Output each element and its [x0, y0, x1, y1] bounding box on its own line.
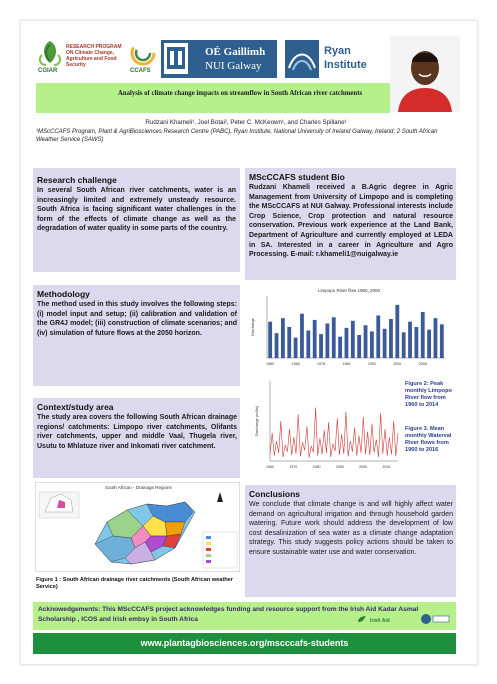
conclusions-body: We conclude that climate change is and will highly affect water demand on agricultural irrigation and through household garden watering. Future work should address the development of low cost desalinization of sea water as a climate change adaptation strategy. This study suggests policy actions should be taken to ensure sustainable water use and water conservation. [249, 501, 453, 556]
conclusions-heading: Conclusions [249, 489, 301, 499]
chart1-bar [395, 305, 399, 358]
figure3-caption: Figure 3. Mean monthly Waterval River flows from 1960 to 2016 [405, 426, 452, 453]
affiliations: ¹MScCCAFS Program, Plant & AgriBiosciences Research Centre (PABC), Ryan Institute, National University of Ireland Galway, Ireland; 2 South African Weather Service (SAWS) [36, 129, 438, 143]
chart1-bar [357, 335, 361, 358]
chart1-tick-label: 2008 [418, 362, 427, 366]
poster-title: Analysis of climate change impacts on streamflow in South African river catchments [117, 90, 363, 97]
chart1-bar [402, 332, 406, 358]
chart1-title: Limpopo River flow 1960_2000 [317, 288, 381, 293]
chart1-bar [383, 329, 387, 358]
student-portrait [390, 36, 460, 112]
limpopo-flow-chart [249, 284, 449, 372]
ryan-institute-name [324, 44, 367, 72]
chart2-tick-label: 1980 [312, 465, 321, 469]
authors: Rudzani Khameli¹, Joel Botai², Peter C. McKeown¹, and Charles Spillane¹ [145, 119, 347, 126]
chart1-bar [268, 322, 272, 358]
figure2-caption: Figure 2: Peak monthly Limpopo River flow from 1960 to 2014 [405, 381, 452, 408]
chart1-ylabel: Discharge [250, 317, 255, 337]
chart1-bar [275, 333, 279, 358]
student-bio-body: Rudzani Khameli received a B.Agric degree in Agric Management from University of Limpopo and is completing the MScCCAFS at NUI Galway. Professional interests include Crop Science, Crop protection and natural resource conservation. Previous work experience at the Land Bank, Department of Agriculture and currently employed at LEDA in SA. Interested in a career in Agriculture and Agro Processing. E-mail: r.khameli1@nuigalway.ie [249, 184, 453, 259]
methodology-body: The method used in this study involves the following steps: (i) model input and setup; (ii) calibration and validation of the GR4J model; (iii) construction of climate scenarios; and (iv) simulation of future flows at the 2050 horizon. [37, 301, 237, 337]
irish-aid-icon [356, 614, 368, 624]
nui-crest-icon [164, 43, 188, 74]
chart1-tick-label: 1960 [266, 362, 275, 366]
website-link[interactable]: www.plantagbiosciences.org/mscccafs-students [140, 638, 349, 648]
chart1-bar [281, 318, 285, 358]
research-challenge-heading: Research challenge [37, 175, 117, 185]
chart1-bar [306, 331, 310, 358]
nui-irish-name: OÉ Gaillimh [205, 46, 266, 58]
chart1-bar [364, 325, 368, 358]
chart2-ylabel: Discharge (m3/s) [254, 405, 259, 437]
acknowledgements: Acknowedgements: This MScCCAFS project acknowledges funding and resource support from the Irish Aid Kadar Asmal Scholarship , ICOS and Irish embsy in South Africa [38, 606, 419, 623]
chart1-tick-label: 1984 [342, 362, 351, 366]
ryan-institute-logo-icon [285, 40, 319, 78]
chart1-tick-label: 1992 [367, 362, 376, 366]
chart2-tick-label: 1970 [289, 465, 298, 469]
chart1-bar [351, 321, 355, 358]
chart1-bar [427, 330, 431, 358]
chart1-bar [338, 337, 342, 358]
chart2-tick-label: 1990 [335, 465, 344, 469]
chart1-tick-label: 1968 [291, 362, 300, 366]
ccafs-program-description: RESEARCH PROGRAM ON Climate Change, Agriculture and Food Security [66, 44, 122, 68]
chart1-bar [345, 328, 349, 358]
chart2-series-line [270, 408, 398, 458]
chart2-tick-label: 2000 [359, 465, 368, 469]
chart1-bar [300, 314, 304, 358]
research-challenge-body: In several South African river catchments, water is an increasingly limited and extremely unsteady resource. South Africa is facing significant water challenges in the form of the effects of climate change as well as the degradation of water quality in some parts of the country. [37, 187, 236, 233]
chart1-bar [325, 323, 329, 358]
chart1-bar [421, 312, 425, 358]
chart1-tick-label: 1976 [317, 362, 326, 366]
methodology-heading: Methodology [37, 289, 90, 299]
title-band [36, 83, 390, 113]
ccafs-label: CCAFS [130, 68, 151, 74]
student-bio-heading: MScCCAFS student Bio [249, 172, 345, 182]
chart1-bar [287, 327, 291, 358]
irish-aid-label: Irish Aid [370, 618, 390, 624]
ryan-line2: Institute [324, 59, 367, 71]
ryan-line1: Ryan [324, 45, 351, 57]
chart1-bar [440, 324, 444, 358]
ccafs-logo-icon [130, 40, 156, 68]
nui-english-name: NUI Galway [205, 60, 262, 72]
chart1-bar [414, 327, 418, 358]
chart1-bar [332, 317, 336, 358]
chart1-bar [313, 320, 317, 358]
icos-logo-icon [420, 612, 452, 626]
chart2-tick-label: 2010 [382, 465, 391, 469]
context-heading: Context/study area [37, 402, 114, 412]
map-title: South African - Drainage Regions [105, 485, 172, 490]
context-body: The study area covers the following South African drainage regions/ catchments: Limpopo river catchments, Olifants river catchments, upper and middle Vaal, Thugela river, Usutu to Mhlatuze river and Inkomati river catchment. [37, 414, 237, 450]
chart1-bar [434, 318, 438, 358]
chart1-bar [294, 338, 298, 358]
chart1-bar [319, 334, 323, 358]
chart1-bar [370, 331, 374, 358]
chart2-tick-label: 1960 [266, 465, 274, 469]
drainage-regions-map [35, 482, 240, 572]
cgiar-label: CGIAR [38, 68, 58, 74]
chart1-bar [389, 319, 393, 358]
chart1-bar [408, 322, 412, 358]
waterval-flow-chart [252, 375, 402, 475]
chart1-tick-label: 2000 [393, 362, 402, 366]
figure1-caption: Figure 1 : South African drainage river catchments (South African weather Service) [36, 577, 233, 590]
chart1-bar [376, 315, 380, 358]
